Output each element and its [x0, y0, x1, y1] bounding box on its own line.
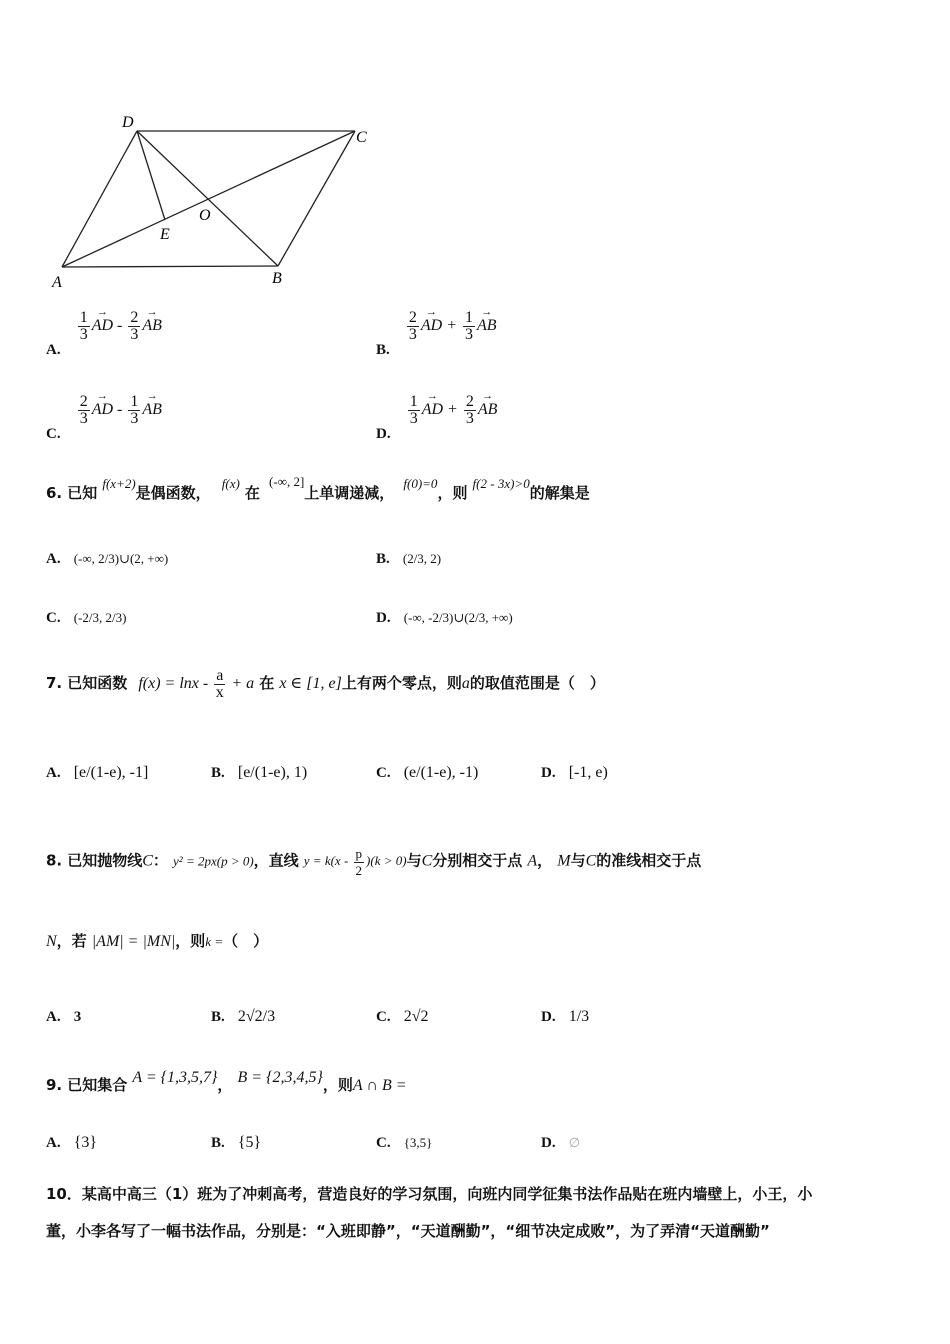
edge-ab — [62, 266, 278, 267]
q6-option-c[interactable]: C. (-2/3, 2/3) — [46, 610, 127, 626]
label-d: D — [122, 114, 134, 131]
q6-stem: 6. 已知 $^{f(x+2)}$是偶函数， $^{f(x)}$ 在 $^{(-\infty, 2]}$上单调递减， $^{f(0)=0}$，则 $^{f(2 - 3x)>0}$的解集是 — [46, 474, 590, 502]
q6-option-b[interactable]: B. (2/3, 2) — [376, 551, 442, 567]
q7-stem: 7. 已知函数 f(x) = lnx - $\frac{a}{x}$ + a 在 x ∈ [1, e]上有两个零点，则a的取值范围是（ ） — [46, 667, 605, 701]
q5-option-b[interactable]: B. $\frac{2}{3}$ → AD + $\frac{1}{3}$ → AB — [376, 310, 497, 343]
q8-stem-line2: N，若 |AM| = |MN|，则k =（ ） — [46, 932, 269, 950]
parallelogram-figure — [40, 105, 380, 295]
q7-option-d[interactable]: D. [-1, e) — [541, 764, 608, 781]
q8-option-a[interactable]: A. 3 — [46, 1009, 82, 1025]
label-a: A — [52, 274, 62, 291]
label-o: O — [199, 207, 211, 224]
label-b: B — [272, 270, 282, 287]
q9-option-d[interactable]: D. ∅ — [541, 1135, 581, 1151]
q7-option-b[interactable]: B. [e/(1-e), 1) — [211, 764, 308, 781]
q8-option-c[interactable]: C. 2√2 — [376, 1008, 429, 1025]
edge-cb — [278, 131, 355, 266]
label-c: C — [356, 129, 367, 146]
q5-option-c[interactable]: C. $\frac{2}{3}$ → AD - $\frac{1}{3}$ → AB — [46, 394, 162, 427]
q7-option-a[interactable]: A. [e/(1-e), -1] — [46, 764, 149, 781]
edge-da — [62, 131, 137, 267]
q10-line2: 董，小李各写了一幅书法作品，分别是：“入班即静”，“天道酬勤”，“细节决定成败”，为了弄清“天道酬勤” — [46, 1222, 770, 1240]
q8-stem-line1: 8. 已知抛物线C： y² = 2px(p > 0)，直线 y = k(x - $\frac{p}{2}$ )(k > 0)与C分别相交于点 A， M与C的准线相交于点 — [46, 846, 702, 878]
q5-option-d[interactable]: D. $\frac{1}{3}$ → AD + $\frac{2}{3}$ → AB — [376, 394, 497, 427]
q6-option-a[interactable]: A. (-∞, 2/3)∪(2, +∞) — [46, 551, 169, 567]
label-e: E — [160, 226, 170, 243]
q6-option-d[interactable]: D. (-∞, -2/3)∪(2/3, +∞) — [376, 610, 513, 626]
q9-option-a[interactable]: A. {3} — [46, 1134, 98, 1151]
q10-line1: 10．某高中高三（1）班为了冲刺高考，营造良好的学习氛围，向班内同学征集书法作品贴在班内墙壁上，小王，小 — [46, 1185, 813, 1203]
q7-option-c[interactable]: C. (e/(1-e), -1) — [376, 764, 479, 781]
q8-option-b[interactable]: B. 2√2/3 — [211, 1008, 276, 1025]
q5-option-a[interactable]: A. $\frac{1}{3}$ → AD - $\frac{2}{3}$ → AB — [46, 310, 162, 343]
q9-option-c[interactable]: C. {3,5} — [376, 1135, 433, 1151]
q9-stem: 9. 已知集合 A = {1,3,5,7}， B = {2,3,4,5}，则A ∩ B = — [46, 1069, 407, 1094]
q8-option-d[interactable]: D. 1/3 — [541, 1008, 590, 1025]
q9-option-b[interactable]: B. {5} — [211, 1134, 262, 1151]
